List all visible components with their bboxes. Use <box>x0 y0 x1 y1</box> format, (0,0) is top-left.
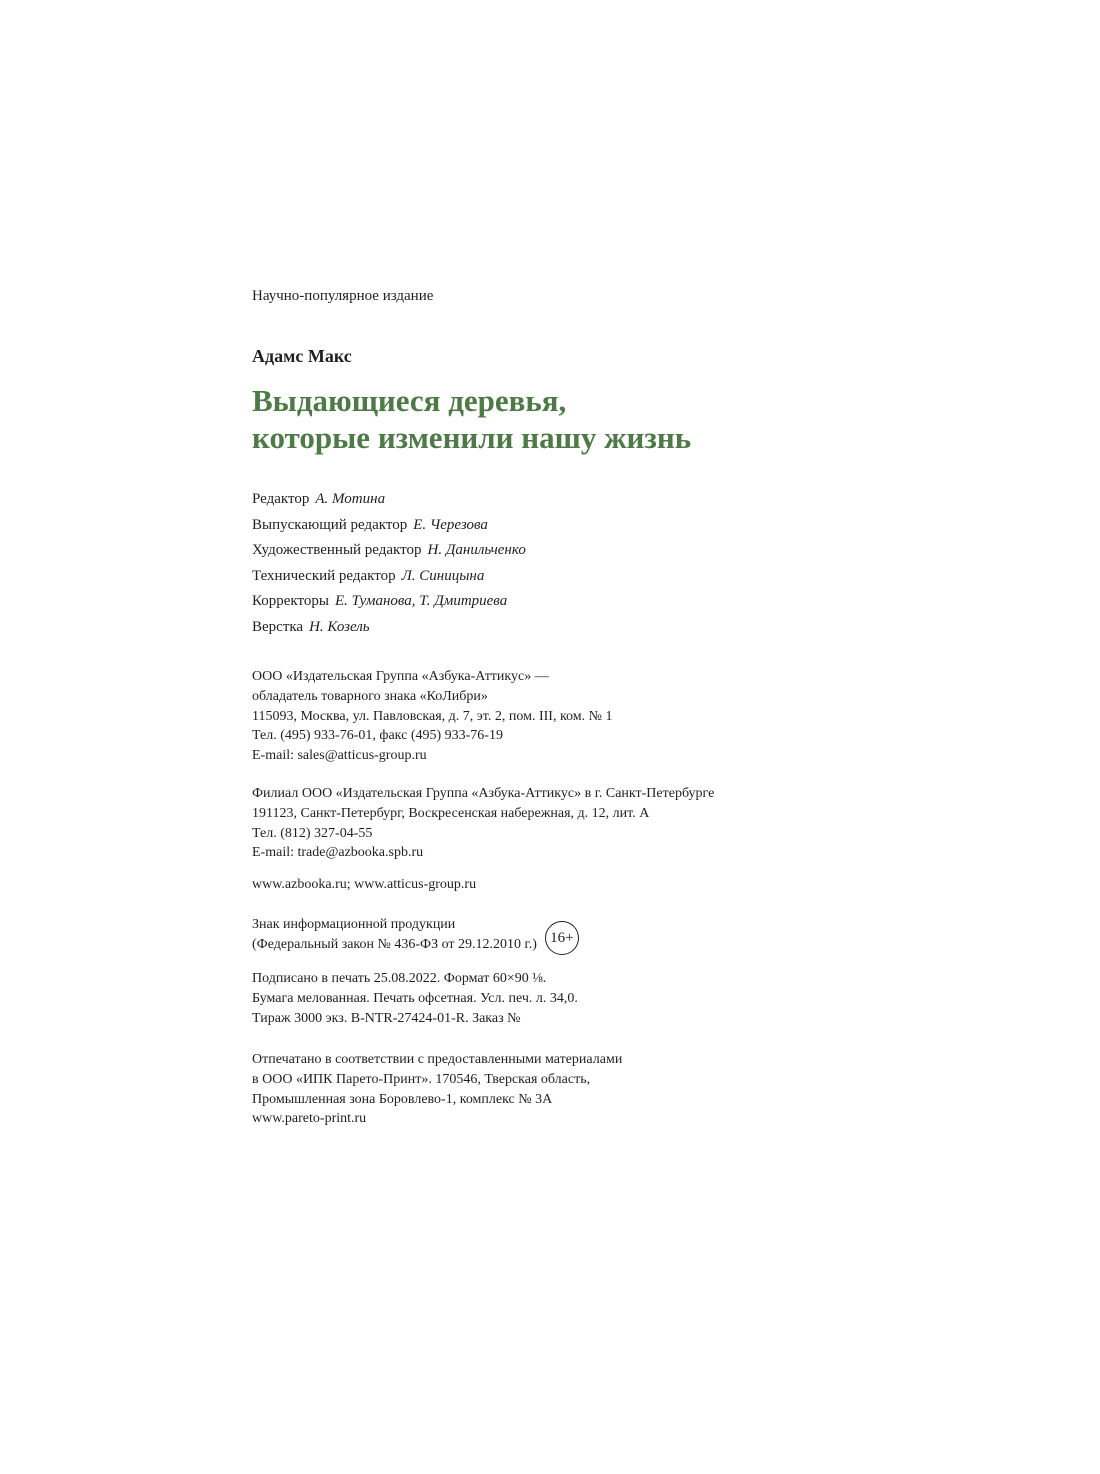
credit-row-editor <box>252 487 526 513</box>
printer-website: www.pareto-print.ru <box>252 1111 367 1127</box>
publisher-line: ООО «Издательская Группа «Азбука-Аттикус» — <box>252 669 549 684</box>
printer-line: Промышленная зона Боровлево-1, комплекс № 3А <box>252 1091 553 1107</box>
credit-name: Е. Туманова, Т. Дмитриева <box>334 593 508 610</box>
title-line-1: Выдающиеся деревья, <box>252 383 567 418</box>
credit-row-layout <box>252 615 526 641</box>
credit-row-proofreaders <box>252 589 526 615</box>
author-name: Адамс Макс <box>252 346 352 366</box>
credit-name: Е. Черезова <box>413 516 488 533</box>
age-rating-block <box>252 915 579 955</box>
branch-email: E-mail: trade@azbooka.spb.ru <box>252 845 424 861</box>
credit-row-managing-editor <box>252 513 526 539</box>
credit-role: Технический редактор <box>252 567 396 584</box>
book-title <box>252 382 691 456</box>
websites-line: www.azbooka.ru; www.atticus-group.ru <box>252 877 477 892</box>
print-info <box>252 969 578 1028</box>
branch-info <box>252 784 714 863</box>
publisher-address: 115093, Москва, ул. Павловская, д. 7, эт. 2, пом. III, ком. № 1 <box>252 708 613 724</box>
printer-info <box>252 1050 622 1129</box>
credit-name: Н. Козель <box>309 618 370 635</box>
branch-address: 191123, Санкт-Петербург, Воскресенская набережная, д. 12, лит. А <box>252 805 650 821</box>
credits-list <box>252 487 526 641</box>
credit-role: Редактор <box>252 491 310 507</box>
age-sign-label: Знак информационной продукции <box>252 917 456 932</box>
credit-name: А. Мотина <box>315 491 386 507</box>
print-info-line: Бумага мелованная. Печать офсетная. Усл. печ. л. 34,0. <box>252 990 578 1006</box>
publisher-line: обладатель товарного знака «КоЛибри» <box>252 688 488 704</box>
credit-row-technical-editor <box>252 564 526 590</box>
credit-row-art-editor <box>252 538 526 564</box>
credit-name: Л. Синицына <box>401 567 485 584</box>
branch-phone: Тел. (812) 327-04-55 <box>252 825 373 841</box>
branch-line: Филиал ООО «Издательская Группа «Азбука-Аттикус» в г. Санкт-Петербурге <box>252 786 715 801</box>
age-sign-law: (Федеральный закон № 436-ФЗ от 29.12.2010 г.) <box>252 936 537 952</box>
edition-type: Научно-популярное издание <box>252 288 434 304</box>
credit-role: Верстка <box>252 618 304 635</box>
publisher-email: E-mail: sales@atticus-group.ru <box>252 748 427 764</box>
age-rating-badge: 16+ <box>545 921 579 955</box>
printer-line: Отпечатано в соответствии с предоставленными материалами <box>252 1052 623 1067</box>
title-line-2: которые изменили нашу жизнь <box>252 420 692 455</box>
publisher-info <box>252 667 613 766</box>
printer-line: в ООО «ИПК Парето-Принт». 170546, Тверская область, <box>252 1071 591 1087</box>
credit-name: Н. Данильченко <box>427 542 526 559</box>
print-info-line: Тираж 3000 экз. B-NTR-27424-01-R. Заказ № <box>252 1010 521 1026</box>
credit-role: Корректоры <box>252 593 329 610</box>
print-info-line: Подписано в печать 25.08.2022. Формат 60×90 ⅛. <box>252 971 547 986</box>
credit-role: Выпускающий редактор <box>252 516 408 533</box>
publisher-phone: Тел. (495) 933-76-01, факс (495) 933-76-19 <box>252 728 503 744</box>
credit-role: Художественный редактор <box>252 542 422 559</box>
